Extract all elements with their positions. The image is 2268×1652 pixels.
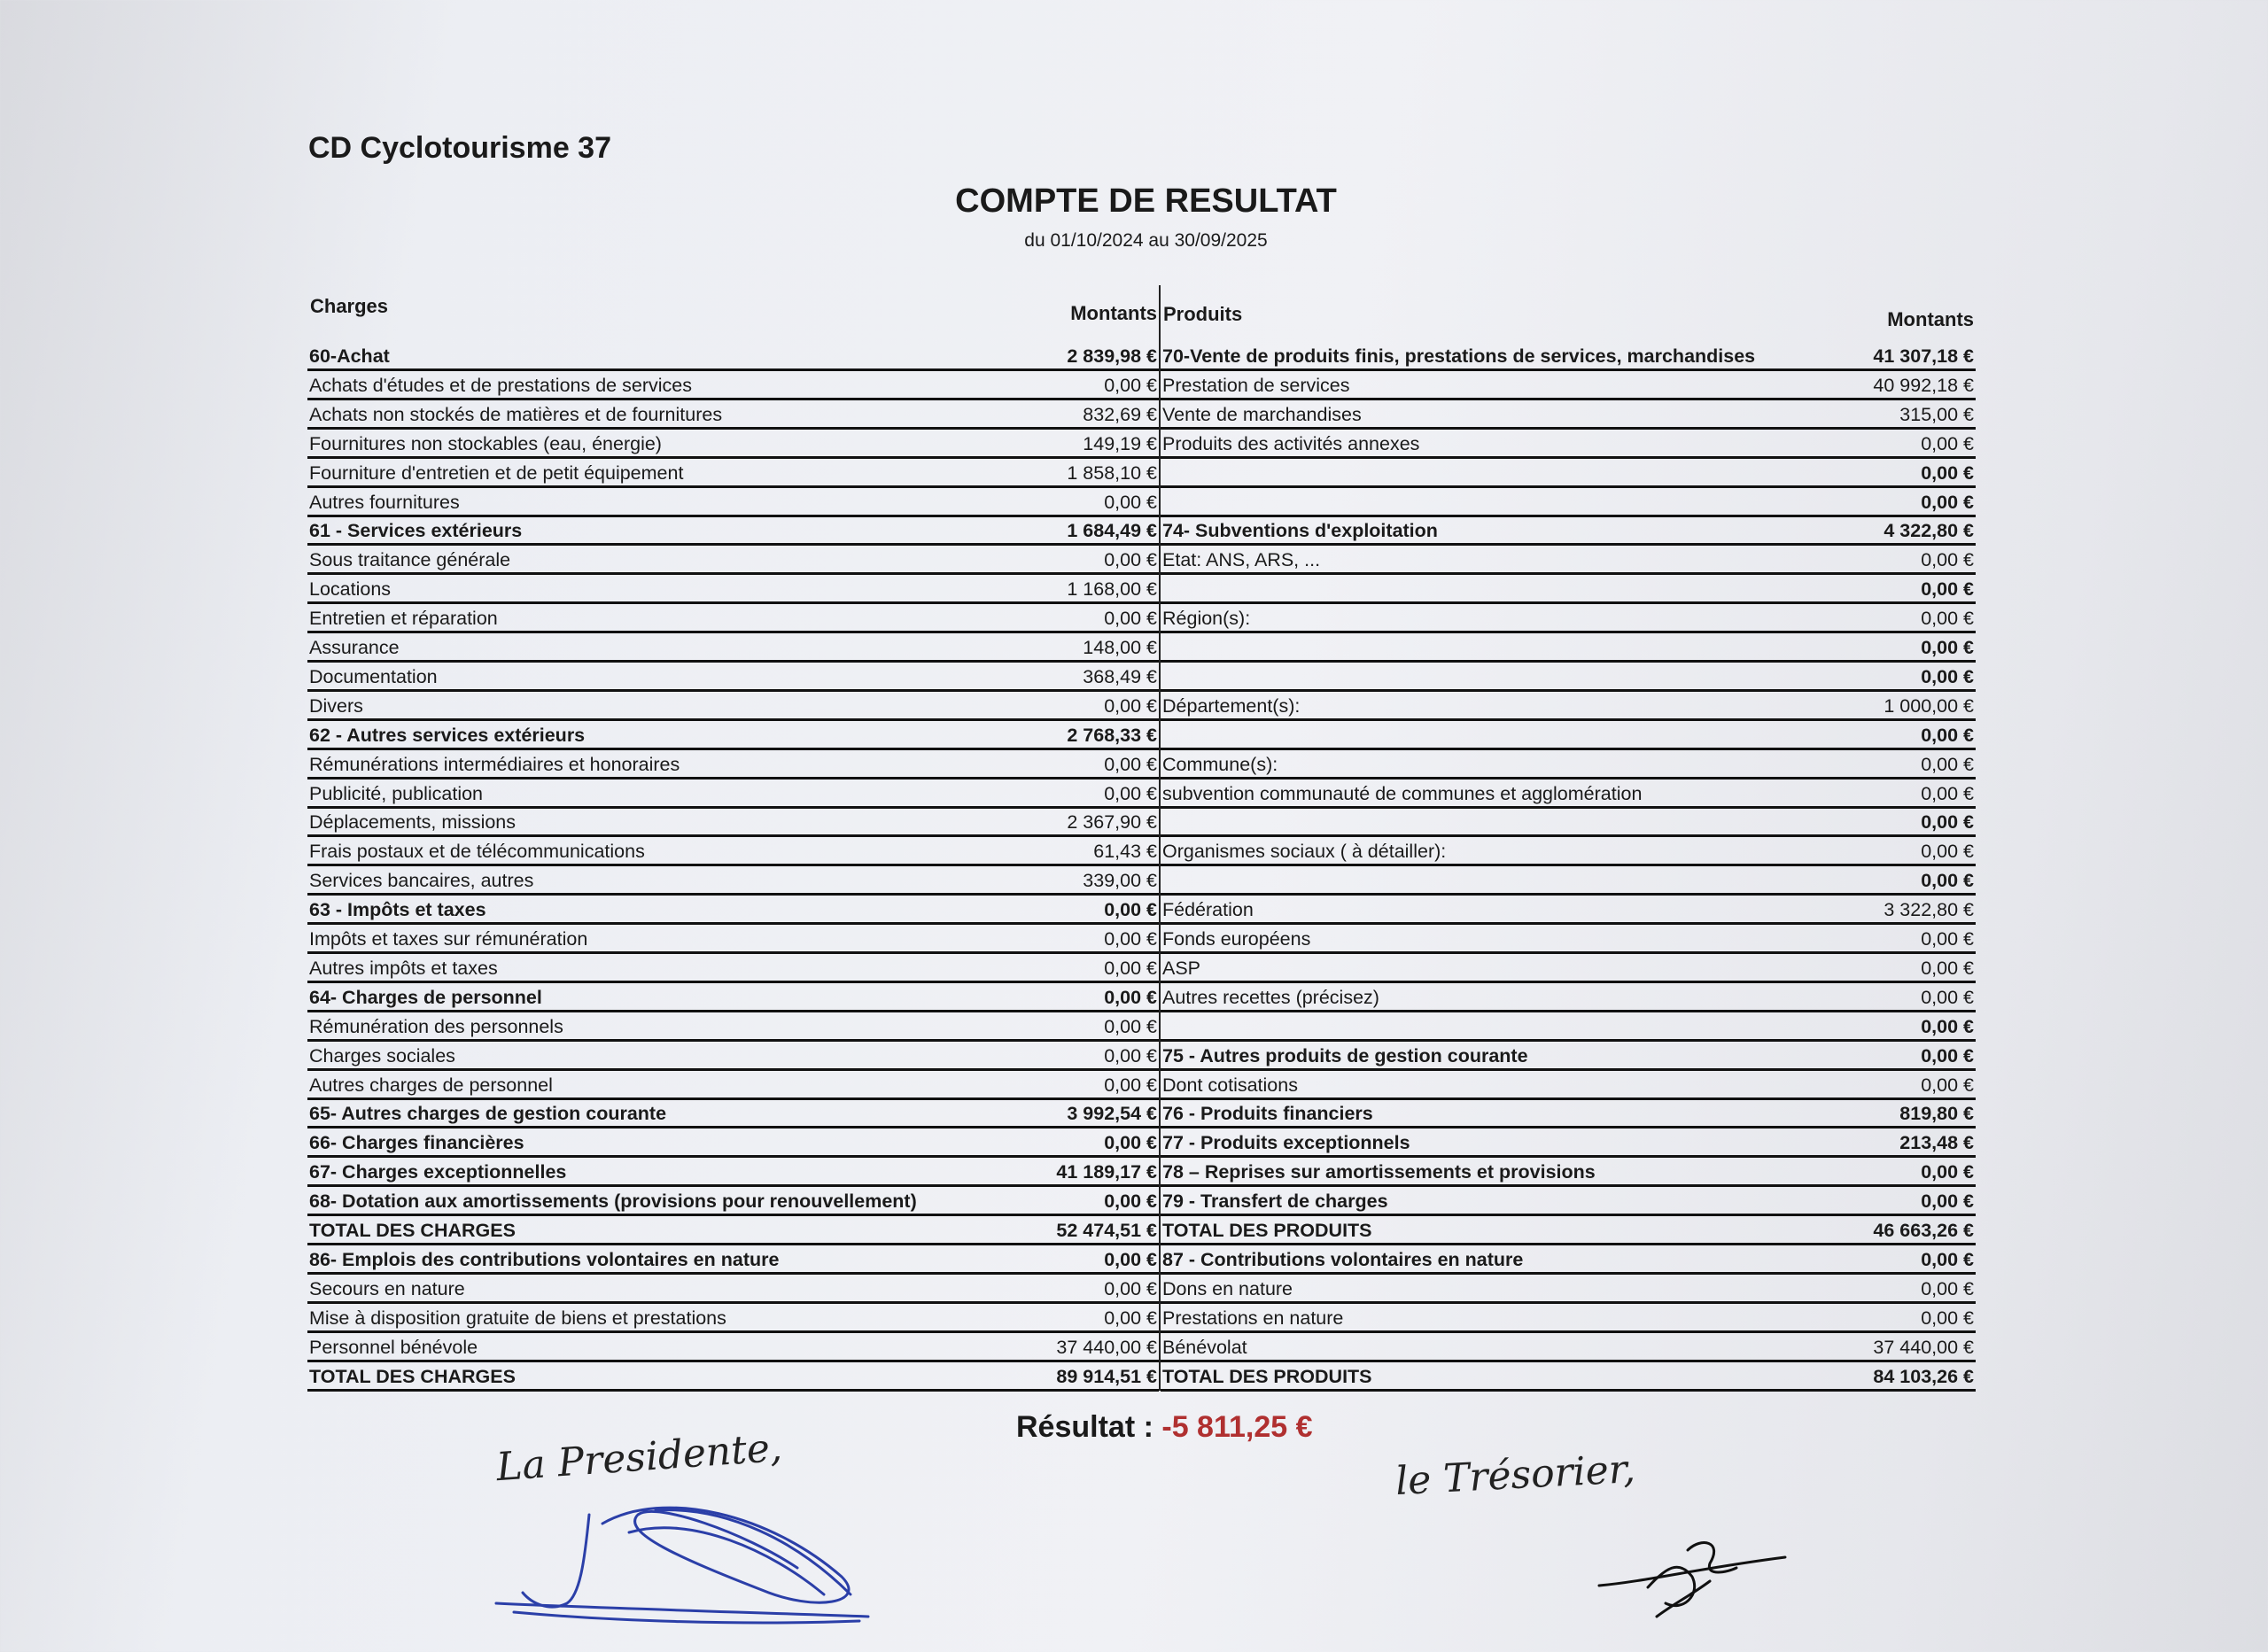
right-row-amount: 37 440,00 € [1873,1336,1974,1358]
left-row-amount: 0,00 € [1104,1191,1157,1213]
right-row-label: Bénévolat [1162,1336,1247,1358]
left-row-amount: 1 684,49 € [1067,520,1157,542]
left-row-label: Personnel bénévole [309,1336,478,1358]
left-table-row [307,632,1159,663]
right-row-label: ASP [1162,957,1201,979]
left-table-row [307,487,1159,517]
right-row-amount: 213,48 € [1899,1132,1974,1154]
right-table-row [1161,779,1976,809]
right-row-label: 79 - Transfert de charges [1162,1191,1388,1213]
left-row-amount: 2 839,98 € [1067,345,1157,367]
right-row-amount: 0,00 € [1921,665,1974,687]
right-row-label: Etat: ANS, ARS, ... [1162,549,1321,571]
right-row-label: Vente de marchandises [1162,403,1362,425]
left-row-label: Fourniture d'entretien et de petit équipement [309,461,684,484]
right-row-amount: 41 307,18 € [1873,345,1974,367]
right-row-amount: 0,00 € [1921,753,1974,775]
left-row-label: TOTAL DES CHARGES [309,1365,516,1387]
right-row-label: Commune(s): [1162,753,1278,775]
right-row-amount: 0,00 € [1921,491,1974,513]
right-row-amount: 0,00 € [1921,1161,1974,1183]
right-row-amount: 0,00 € [1921,870,1974,892]
right-table-row [1161,1070,1976,1100]
right-row-amount: 46 663,26 € [1873,1220,1974,1241]
right-row-amount: 84 103,26 € [1873,1365,1974,1387]
right-table-row [1161,458,1976,488]
right-table-row [1161,1332,1976,1362]
right-table-row [1161,807,1976,837]
left-row-amount: 149,19 € [1083,432,1157,454]
right-row-label: Dons en nature [1162,1277,1293,1299]
right-row-label: 78 – Reprises sur amortissements et provisions [1162,1161,1596,1183]
left-table-row [307,574,1159,604]
left-row-amount: 1 858,10 € [1067,461,1157,484]
right-row-amount: 1 000,00 € [1884,694,1974,717]
right-table-row [1161,720,1976,750]
left-row-amount: 1 168,00 € [1067,578,1157,601]
left-table-row [307,720,1159,750]
right-row-amount: 4 322,80 € [1884,520,1974,542]
left-row-label: 62 - Autres services extérieurs [309,724,586,746]
left-table-row [307,370,1159,400]
right-table-row [1161,487,1976,517]
left-row-label: Sous traitance générale [309,549,511,571]
right-row-amount: 315,00 € [1899,403,1974,425]
left-table-row [307,1012,1159,1042]
page-title: COMPTE DE RESULTAT [955,182,1337,220]
right-row-amount: 0,00 € [1921,608,1974,630]
left-row-amount: 89 914,51 € [1056,1365,1157,1387]
left-table-row [307,1245,1159,1275]
left-row-amount: 0,00 € [1104,1277,1157,1299]
organization-name: CD Cyclotourisme 37 [308,131,611,165]
left-row-label: Documentation [309,665,438,687]
right-row-amount: 0,00 € [1921,1074,1974,1096]
left-row-label: Rémunération des personnels [309,1015,563,1037]
left-row-amount: 0,00 € [1104,928,1157,950]
right-row-amount: 0,00 € [1921,957,1974,979]
left-table-row [307,895,1159,925]
right-row-amount: 0,00 € [1921,986,1974,1008]
left-row-label: Divers [309,694,363,717]
right-row-label: Prestation de services [1162,374,1350,396]
right-row-amount: 0,00 € [1921,432,1974,454]
left-table-row [307,1157,1159,1187]
right-table-row [1161,1361,1976,1392]
right-table-row [1161,953,1976,983]
right-row-label: 74- Subventions d'exploitation [1162,520,1438,542]
right-row-amount: 0,00 € [1921,637,1974,658]
left-row-label: Services bancaires, autres [309,870,534,892]
right-row-amount: 0,00 € [1921,928,1974,950]
right-table-row [1161,982,1976,1012]
left-row-label: Assurance [309,637,400,658]
right-table-row [1161,1157,1976,1187]
left-table-row [307,1070,1159,1100]
left-table-row [307,603,1159,633]
left-table-row [307,1128,1159,1158]
left-row-label: 60-Achat [309,345,390,367]
left-row-amount: 368,49 € [1083,665,1157,687]
left-row-amount: 832,69 € [1083,403,1157,425]
right-row-amount: 0,00 € [1921,724,1974,746]
left-table-row [307,836,1159,866]
right-table-row [1161,1245,1976,1275]
left-row-amount: 37 440,00 € [1056,1336,1157,1358]
left-row-amount: 0,00 € [1104,899,1157,921]
left-row-label: Autres impôts et taxes [309,957,498,979]
right-table-row [1161,1274,1976,1304]
right-table-row [1161,895,1976,925]
right-row-amount: 0,00 € [1921,578,1974,601]
left-row-amount: 0,00 € [1104,1044,1157,1066]
left-row-amount: 0,00 € [1104,694,1157,717]
right-row-label: Organismes sociaux ( à détailler): [1162,841,1447,863]
right-row-amount: 0,00 € [1921,811,1974,834]
left-row-label: Impôts et taxes sur rémunération [309,928,588,950]
right-row-amount: 0,00 € [1921,841,1974,863]
right-row-amount: 0,00 € [1921,549,1974,571]
president-signature-caption: La Presidente, [494,1424,784,1491]
right-row-label: TOTAL DES PRODUITS [1162,1220,1372,1241]
right-row-label: Fonds européens [1162,928,1311,950]
result-value: -5 811,25 € [1161,1410,1313,1444]
left-table-row [307,662,1159,692]
left-row-label: 65- Autres charges de gestion courante [309,1103,667,1125]
treasurer-signature [1595,1532,1798,1630]
left-row-label: Déplacements, missions [309,811,517,834]
left-row-amount: 0,00 € [1104,957,1157,979]
right-row-amount: 3 322,80 € [1884,899,1974,921]
left-row-label: Frais postaux et de télécommunications [309,841,645,863]
left-row-label: Charges sociales [309,1044,455,1066]
right-row-label: Prestations en nature [1162,1307,1344,1329]
left-row-label: 68- Dotation aux amortissements (provisions pour renouvellement) [309,1191,917,1213]
left-row-label: Autres charges de personnel [309,1074,553,1096]
left-row-amount: 0,00 € [1104,782,1157,804]
left-table-row [307,516,1159,546]
right-row-label: Autres recettes (précisez) [1162,986,1379,1008]
left-row-amount: 41 189,17 € [1056,1161,1157,1183]
right-table-row [1161,545,1976,575]
left-table-row [307,429,1159,459]
right-row-label: 87 - Contributions volontaires en nature [1162,1248,1524,1270]
left-row-amount: 0,00 € [1104,986,1157,1008]
left-table-row [307,1303,1159,1333]
right-table-row [1161,1303,1976,1333]
left-row-label: Entretien et réparation [309,608,498,630]
right-table-row [1161,370,1976,400]
left-row-amount: 52 474,51 € [1056,1220,1157,1241]
left-row-label: Autres fournitures [309,491,460,513]
right-row-label: TOTAL DES PRODUITS [1162,1365,1372,1387]
left-row-label: 67- Charges exceptionnelles [309,1161,567,1183]
right-row-amount: 0,00 € [1921,1044,1974,1066]
right-row-amount: 0,00 € [1921,1277,1974,1299]
left-row-label: 64- Charges de personnel [309,986,542,1008]
left-table-row [307,953,1159,983]
right-table-row [1161,1128,1976,1158]
left-row-amount: 0,00 € [1104,608,1157,630]
right-row-label: 76 - Produits financiers [1162,1103,1373,1125]
right-table-row [1161,924,1976,954]
left-row-label: 63 - Impôts et taxes [309,899,486,921]
right-table-row [1161,429,1976,459]
left-row-label: Achats d'études et de prestations de services [309,374,692,396]
charges-header: Charges [310,295,389,317]
right-table-row [1161,603,1976,633]
right-table-row [1161,1098,1976,1128]
left-row-label: TOTAL DES CHARGES [309,1220,516,1241]
left-row-amount: 339,00 € [1083,870,1157,892]
right-row-amount: 0,00 € [1921,1307,1974,1329]
right-row-label: Département(s): [1162,694,1301,717]
left-table-row [307,749,1159,779]
right-row-amount: 0,00 € [1921,1015,1974,1037]
right-row-label: Dont cotisations [1162,1074,1298,1096]
treasurer-signature-caption: le Trésorier, [1394,1446,1637,1505]
right-table-row [1161,865,1976,896]
right-table-row [1161,632,1976,663]
president-signature [478,1479,886,1639]
montants-right-header: Montants [1887,308,1974,330]
left-table-row [307,691,1159,721]
left-table-row [307,341,1159,371]
left-row-label: Publicité, publication [309,782,484,804]
right-table-row [1161,574,1976,604]
left-row-amount: 0,00 € [1104,374,1157,396]
right-table-row [1161,662,1976,692]
right-table-row [1161,341,1976,371]
left-row-label: 66- Charges financières [309,1132,524,1154]
right-row-label: 70-Vente de produits finis, prestations de services, marchandises [1162,345,1756,367]
right-table-row [1161,516,1976,546]
left-row-amount: 148,00 € [1083,637,1157,658]
right-row-amount: 0,00 € [1921,461,1974,484]
right-row-amount: 0,00 € [1921,1191,1974,1213]
right-row-label: Fédération [1162,899,1254,921]
left-table-row [307,1361,1159,1392]
left-row-amount: 0,00 € [1104,1307,1157,1329]
left-row-label: Fournitures non stockables (eau, énergie) [309,432,662,454]
left-row-amount: 0,00 € [1104,1132,1157,1154]
left-row-label: Locations [309,578,392,601]
right-row-label: 75 - Autres produits de gestion courante [1162,1044,1528,1066]
right-table-row [1161,1186,1976,1216]
result-label: Résultat : [1016,1410,1153,1444]
left-table-row [307,924,1159,954]
left-row-amount: 2 768,33 € [1067,724,1157,746]
left-table-row [307,1215,1159,1245]
left-table-row [307,1186,1159,1216]
right-table-row [1161,1041,1976,1071]
right-row-amount: 819,80 € [1899,1103,1974,1125]
left-table-row [307,1332,1159,1362]
right-row-label: subvention communauté de communes et agglomération [1162,782,1643,804]
left-table-row [307,545,1159,575]
left-row-amount: 0,00 € [1104,1074,1157,1096]
period-label: du 01/10/2024 au 30/09/2025 [1024,230,1268,251]
left-row-label: Achats non stockés de matières et de fournitures [309,403,723,425]
left-row-amount: 61,43 € [1093,841,1157,863]
left-table-row [307,399,1159,430]
right-row-amount: 0,00 € [1921,1248,1974,1270]
left-table-row [307,1274,1159,1304]
left-row-amount: 0,00 € [1104,1248,1157,1270]
left-table-row [307,1041,1159,1071]
result-line [1016,1410,1313,1445]
right-row-label: 77 - Produits exceptionnels [1162,1132,1410,1154]
left-row-amount: 0,00 € [1104,549,1157,571]
left-row-amount: 0,00 € [1104,753,1157,775]
left-row-label: 86- Emplois des contributions volontaires en nature [309,1248,780,1270]
left-table-row [307,779,1159,809]
right-table-row [1161,836,1976,866]
right-table-row [1161,1012,1976,1042]
left-row-amount: 3 992,54 € [1067,1103,1157,1125]
right-row-label: Produits des activités annexes [1162,432,1420,454]
left-row-label: 61 - Services extérieurs [309,520,523,542]
left-table-row [307,1098,1159,1128]
left-row-label: Secours en nature [309,1277,465,1299]
montants-left-header: Montants [1070,302,1157,324]
left-table-row [307,807,1159,837]
left-table-row [307,458,1159,488]
right-row-amount: 40 992,18 € [1873,374,1974,396]
right-table-row [1161,399,1976,430]
right-row-amount: 0,00 € [1921,782,1974,804]
left-row-amount: 0,00 € [1104,491,1157,513]
left-table-row [307,865,1159,896]
produits-header: Produits [1163,303,1243,325]
right-table-row [1161,1215,1976,1245]
left-row-label: Mise à disposition gratuite de biens et prestations [309,1307,726,1329]
left-row-label: Rémunérations intermédiaires et honoraires [309,753,680,775]
right-table-row [1161,691,1976,721]
right-table-row [1161,749,1976,779]
right-row-label: Région(s): [1162,608,1251,630]
left-row-amount: 0,00 € [1104,1015,1157,1037]
left-table-row [307,982,1159,1012]
left-row-amount: 2 367,90 € [1067,811,1157,834]
